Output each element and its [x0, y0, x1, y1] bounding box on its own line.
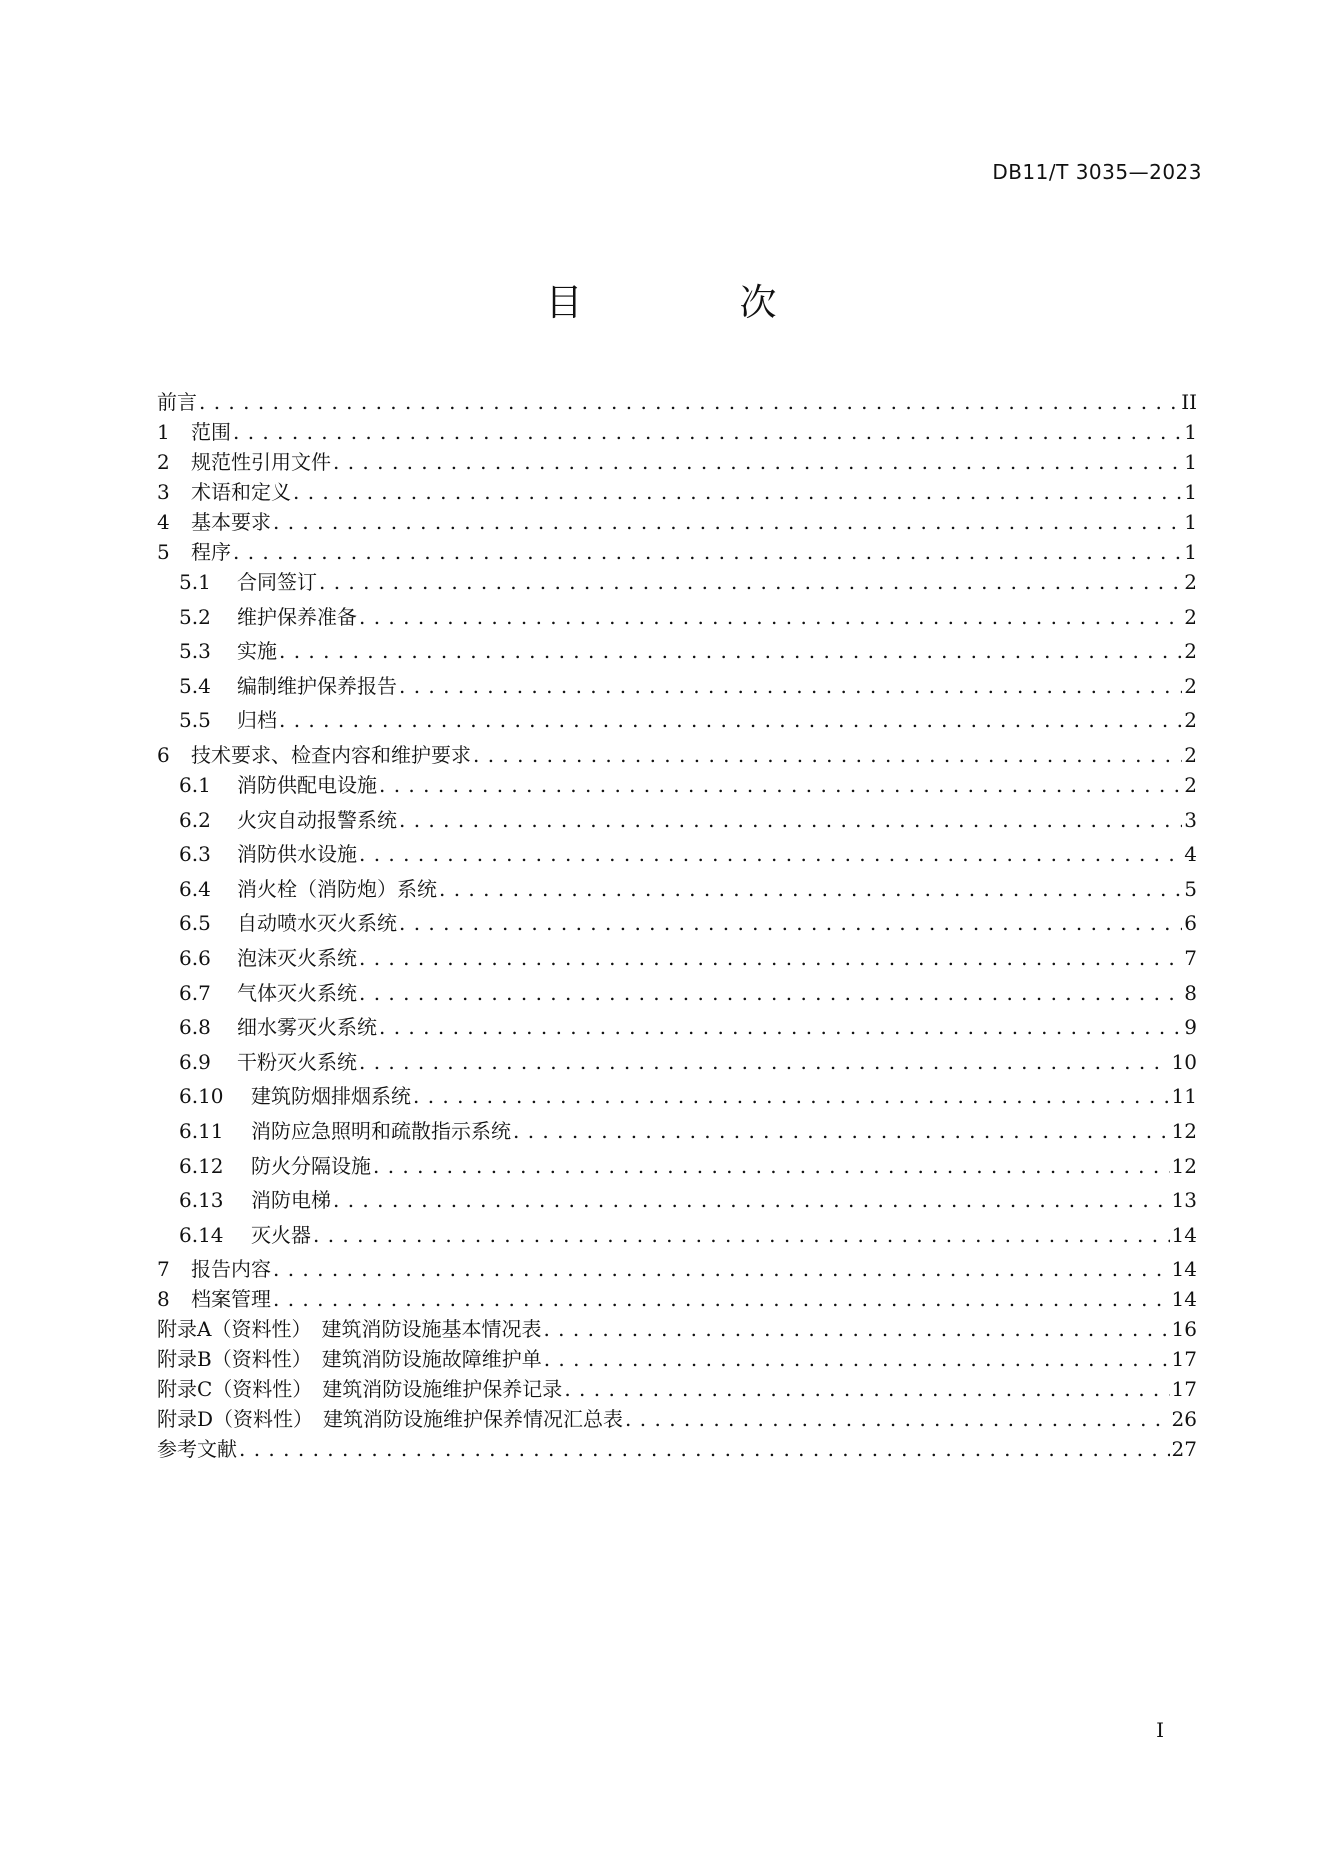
toc-entry-text: 自动喷水灭火系统: [237, 911, 397, 936]
toc-entry-text: 归档: [237, 708, 277, 733]
toc-entry-page: 14: [1171, 1287, 1197, 1312]
toc-dot-leader: [399, 808, 1182, 833]
toc-dot-leader: [439, 877, 1182, 902]
toc-entry-page: 27: [1171, 1437, 1197, 1462]
toc-entry-label: [157, 1317, 541, 1342]
toc-entry-page: 1: [1184, 540, 1197, 564]
toc-entry-label: [157, 450, 331, 475]
toc-entry[interactable]: [157, 911, 1197, 946]
toc-title: 目 次: [545, 281, 837, 324]
toc-entry-page: 14: [1171, 1222, 1197, 1247]
toc-entry-page: 17: [1171, 1377, 1197, 1402]
toc-entry-text: 程序: [191, 540, 231, 564]
toc-entry-label: [157, 540, 231, 565]
toc-entry[interactable]: [157, 1188, 1197, 1223]
toc-entry[interactable]: [157, 842, 1197, 877]
toc-entry-number: 5.3: [179, 639, 211, 664]
toc-entry[interactable]: [157, 1223, 1197, 1258]
toc-dot-leader: [543, 1317, 1169, 1342]
toc-entry-page: 8: [1184, 980, 1197, 1005]
toc-entry-label: [179, 605, 357, 630]
toc-entry-number: 8: [157, 1287, 170, 1312]
toc-entry-label: [179, 1119, 511, 1144]
toc-entry-page: 16: [1171, 1317, 1197, 1342]
toc-entry-number: 5.5: [179, 708, 211, 733]
toc-dot-leader: [359, 981, 1182, 1006]
toc-entry[interactable]: [157, 674, 1197, 709]
toc-entry-number: 6: [157, 742, 170, 767]
toc-entry-page: 1: [1184, 480, 1197, 504]
toc-entry-page: 12: [1171, 1153, 1197, 1178]
toc-dot-leader: [333, 450, 1182, 475]
toc-entry-text: 附录A（资料性） 建筑消防设施基本情况表: [157, 1317, 542, 1342]
toc-dot-leader: [399, 911, 1182, 936]
toc-entry-text: 消防电梯: [251, 1188, 331, 1213]
toc-entry-text: 消防供配电设施: [237, 772, 377, 797]
toc-entry-page: 26: [1171, 1407, 1197, 1432]
toc-entry[interactable]: [157, 420, 1197, 450]
toc-entry-label: [157, 510, 271, 535]
toc-entry-text: 细水雾灭火系统: [237, 1015, 377, 1040]
toc-entry-label: [179, 946, 357, 971]
toc-dot-leader: [333, 1188, 1170, 1213]
toc-entry-label: [157, 1347, 542, 1372]
toc-entry-page: 13: [1171, 1188, 1197, 1213]
toc-entry-page: 3: [1184, 807, 1197, 832]
toc-entry-label: [157, 1437, 237, 1462]
toc-entry-label: [157, 1407, 623, 1432]
toc-entry-label: [157, 480, 291, 505]
toc-dot-leader: [199, 390, 1179, 415]
toc-entry[interactable]: [157, 1407, 1197, 1437]
toc-entry-page: 2: [1184, 708, 1197, 733]
toc-entry-label: [179, 1015, 377, 1040]
toc-entry-label: [157, 420, 231, 445]
toc-entry-number: 6.3: [179, 842, 211, 867]
toc-entry-number: 6.5: [179, 911, 211, 936]
toc-entry-text: 报告内容: [191, 1257, 271, 1282]
toc-entry-text: 消防供水设施: [237, 842, 357, 867]
toc-entry-page: 1: [1184, 450, 1197, 474]
toc-entry-text: 防火分隔设施: [251, 1153, 371, 1178]
toc-entry[interactable]: [157, 605, 1197, 640]
toc-entry-text: 消防应急照明和疏散指示系统: [251, 1118, 511, 1143]
toc-entry-number: 6.4: [179, 876, 211, 901]
toc-entry-text: 泡沫灭火系统: [237, 945, 357, 970]
toc-dot-leader: [399, 674, 1182, 699]
toc-dot-leader: [413, 1084, 1170, 1109]
toc-entry-text: 技术要求、检查内容和维护要求: [191, 742, 471, 767]
toc-entry[interactable]: [157, 540, 1197, 570]
toc-entry-label: [179, 570, 317, 595]
toc-entry-page: II: [1181, 390, 1197, 414]
toc-entry-text: 建筑防烟排烟系统: [251, 1084, 411, 1109]
toc-entry-page: 2: [1184, 639, 1197, 664]
toc-entry-label: [179, 1050, 357, 1075]
toc-entry[interactable]: [157, 1119, 1197, 1154]
toc-entry[interactable]: [157, 1287, 1197, 1317]
toc-entry-page: 17: [1171, 1347, 1197, 1372]
toc-entry[interactable]: [157, 450, 1197, 480]
toc-entry-label: [179, 1084, 411, 1109]
toc-entry[interactable]: [157, 570, 1197, 605]
toc-entry-page: 10: [1171, 1049, 1197, 1074]
toc-dot-leader: [293, 480, 1182, 505]
toc-entry[interactable]: [157, 1257, 1197, 1287]
toc-entry-label: [157, 1257, 271, 1282]
toc-entry-text: 范围: [191, 420, 231, 444]
toc-entry-number: 5.1: [179, 570, 211, 594]
toc-dot-leader: [359, 842, 1182, 867]
toc-entry-page: 5: [1184, 876, 1197, 901]
toc-entry[interactable]: [157, 1347, 1197, 1377]
toc-entry-label: [157, 390, 197, 415]
toc-entry-page: 11: [1171, 1084, 1197, 1109]
toc-entry-label: [179, 1154, 371, 1179]
toc-entry[interactable]: [157, 1377, 1197, 1407]
toc-entry-number: 6.10: [179, 1084, 224, 1109]
toc-entry-label: [157, 1377, 562, 1402]
toc-dot-leader: [273, 1287, 1170, 1312]
toc-entry-number: 6.14: [179, 1222, 224, 1247]
toc-entry-label: [157, 743, 471, 768]
toc-entry[interactable]: [157, 877, 1197, 912]
toc-dot-leader: [313, 1223, 1170, 1248]
toc-entry[interactable]: [157, 946, 1197, 981]
toc-entry-page: 7: [1184, 945, 1197, 970]
toc-entry-page: 2: [1184, 772, 1197, 797]
toc-entry-page: 12: [1171, 1118, 1197, 1143]
toc-dot-leader: [233, 540, 1182, 565]
toc-entry-number: 6.1: [179, 772, 211, 797]
toc-entry-text: 档案管理: [191, 1287, 271, 1312]
toc-entry[interactable]: [157, 808, 1197, 843]
toc-dot-leader: [564, 1377, 1169, 1402]
toc-entry-page: 9: [1184, 1015, 1197, 1040]
toc-dot-leader: [359, 605, 1182, 630]
toc-entry-number: 5: [157, 540, 170, 564]
toc-entry-label: [179, 877, 437, 902]
toc-entry-label: [179, 639, 277, 664]
toc-entry-number: 6.9: [179, 1049, 211, 1074]
toc-dot-leader: [625, 1407, 1170, 1432]
toc-entry-number: 5.4: [179, 673, 211, 698]
toc-entry[interactable]: [157, 1317, 1197, 1347]
toc-entry-text: 参考文献: [157, 1437, 237, 1462]
standard-code: DB11/T 3035—2023: [992, 160, 1202, 184]
toc-entry-number: 6.8: [179, 1015, 211, 1040]
toc-entry-page: 2: [1184, 570, 1197, 594]
toc-entry[interactable]: [157, 1154, 1197, 1189]
toc-dot-leader: [359, 946, 1182, 971]
toc-entry-page: 2: [1184, 742, 1197, 767]
toc-entry-number: 7: [157, 1257, 170, 1282]
toc-entry-number: 6.6: [179, 945, 211, 970]
toc-dot-leader: [273, 1257, 1170, 1282]
toc-entry[interactable]: [157, 1437, 1197, 1467]
toc-entry-page: 14: [1171, 1257, 1197, 1282]
toc-entry-label: [179, 842, 357, 867]
toc-entry-page: 4: [1184, 842, 1197, 867]
toc-entry-text: 附录B（资料性） 建筑消防设施故障维护单: [157, 1347, 542, 1372]
toc-dot-leader: [233, 420, 1182, 445]
toc-entry-text: 气体灭火系统: [237, 980, 357, 1005]
toc-dot-leader: [379, 1015, 1182, 1040]
toc-entry-label: [179, 981, 357, 1006]
toc-entry-text: 术语和定义: [191, 480, 291, 504]
toc-entry[interactable]: [157, 510, 1197, 540]
toc-dot-leader: [279, 708, 1182, 733]
page-number: I: [1156, 1718, 1164, 1742]
toc-entry[interactable]: [157, 639, 1197, 674]
toc-dot-leader: [319, 570, 1182, 595]
toc-entry[interactable]: [157, 708, 1197, 743]
toc-entry-number: 6.2: [179, 807, 211, 832]
toc-entry-text: 消火栓（消防炮）系统: [237, 876, 437, 901]
toc-entry-label: [179, 808, 397, 833]
toc-entry-number: 4: [157, 510, 170, 534]
toc-entry-text: 基本要求: [191, 510, 271, 534]
toc-entry-number: 6.11: [179, 1118, 224, 1143]
toc-entry-label: [179, 1188, 331, 1213]
toc-dot-leader: [544, 1347, 1170, 1372]
toc-dot-leader: [279, 639, 1182, 664]
toc-entry-text: 干粉灭火系统: [237, 1049, 357, 1074]
toc-entry-text: 规范性引用文件: [191, 450, 331, 474]
toc-dot-leader: [379, 773, 1182, 798]
toc-dot-leader: [513, 1119, 1170, 1144]
toc-entry-text: 编制维护保养报告: [237, 673, 397, 698]
toc-entry-page: 1: [1184, 420, 1197, 444]
table-of-contents: [157, 390, 1197, 1467]
toc-entry-text: 合同签订: [237, 570, 317, 594]
toc-entry-number: 1: [157, 420, 170, 444]
toc-dot-leader: [239, 1437, 1170, 1462]
toc-entry[interactable]: [157, 1050, 1197, 1085]
toc-entry-page: 1: [1184, 510, 1197, 534]
toc-entry-number: 3: [157, 480, 170, 504]
toc-entry[interactable]: [157, 981, 1197, 1016]
toc-entry-number: 6.7: [179, 980, 211, 1005]
toc-entry-text: 前言: [157, 390, 197, 414]
toc-entry-text: 灭火器: [251, 1222, 311, 1247]
toc-entry-label: [179, 708, 277, 733]
toc-entry[interactable]: [157, 480, 1197, 510]
toc-entry-text: 附录C（资料性） 建筑消防设施维护保养记录: [157, 1377, 563, 1402]
toc-entry-text: 附录D（资料性） 建筑消防设施维护保养情况汇总表: [157, 1407, 624, 1432]
toc-dot-leader: [373, 1154, 1170, 1179]
toc-entry-number: 2: [157, 450, 170, 474]
toc-entry-number: 5.2: [179, 604, 211, 629]
toc-entry-number: 6.12: [179, 1153, 224, 1178]
toc-entry-label: [179, 911, 397, 936]
toc-entry-label: [179, 674, 397, 699]
toc-entry-label: [179, 1223, 311, 1248]
toc-entry-page: 2: [1184, 673, 1197, 698]
toc-dot-leader: [359, 1050, 1170, 1075]
toc-entry-label: [157, 1287, 271, 1312]
toc-entry-text: 实施: [237, 639, 277, 664]
toc-dot-leader: [473, 743, 1182, 768]
toc-entry[interactable]: [157, 1015, 1197, 1050]
toc-entry-page: 6: [1184, 911, 1197, 936]
toc-entry-label: [179, 773, 377, 798]
toc-entry-text: 火灾自动报警系统: [237, 807, 397, 832]
toc-dot-leader: [273, 510, 1182, 535]
toc-entry[interactable]: [157, 773, 1197, 808]
toc-entry[interactable]: [157, 743, 1197, 773]
toc-entry-text: 维护保养准备: [237, 604, 357, 629]
toc-entry[interactable]: [157, 1084, 1197, 1119]
toc-entry-number: 6.13: [179, 1188, 224, 1213]
toc-entry[interactable]: [157, 390, 1197, 420]
toc-entry-page: 2: [1184, 604, 1197, 629]
